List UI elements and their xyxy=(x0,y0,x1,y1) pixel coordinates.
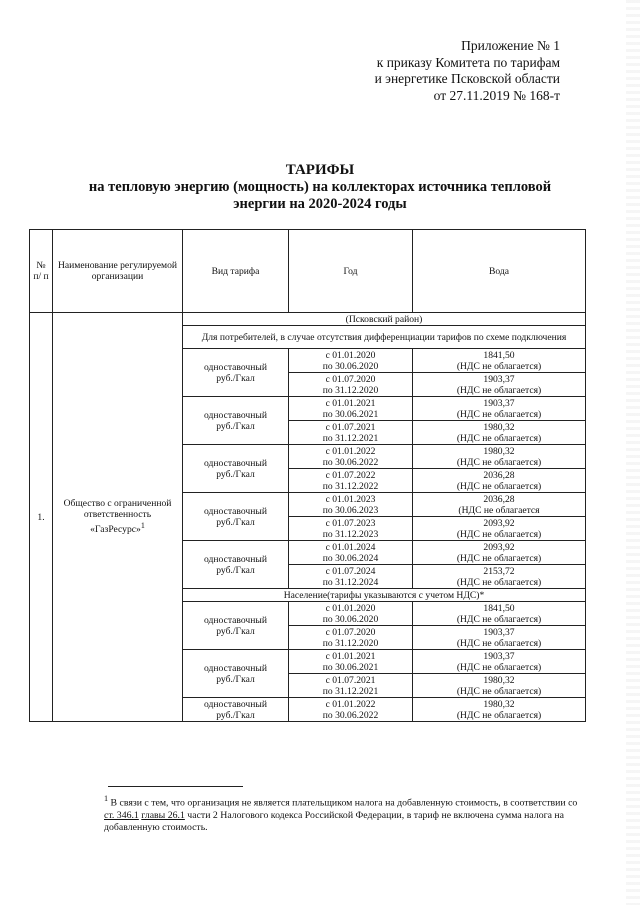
period-cell xyxy=(289,565,413,589)
water-tariff-note: (НДС не облагается) xyxy=(456,613,542,625)
header-water: Вода xyxy=(413,230,586,313)
document-title xyxy=(60,162,580,213)
water-tariff-cell xyxy=(413,674,586,698)
tariff-kind-line-1: одноставочный xyxy=(204,409,267,421)
water-tariff-note: (НДС не облагается) xyxy=(456,360,542,372)
water-tariff-value: 1903,37 xyxy=(483,373,515,385)
period-cell xyxy=(289,397,413,421)
period-cell xyxy=(289,650,413,674)
period-end: по 31.12.2021 xyxy=(322,432,379,444)
water-tariff-cell xyxy=(413,650,586,674)
period-end: по 31.12.2023 xyxy=(322,528,379,540)
water-tariff-note: (НДС не облагается) xyxy=(456,408,542,420)
water-tariff-cell xyxy=(413,602,586,626)
water-tariff-value: 2093,92 xyxy=(483,517,515,529)
tariff-kind-line-2: руб./Гкал xyxy=(216,516,255,528)
header-org: Наименование регулируемой организации xyxy=(53,230,183,313)
water-tariff-value: 2093,92 xyxy=(483,541,515,553)
period-cell xyxy=(289,602,413,626)
section-population-label: Население(тарифы указываются с учетом НДС)* xyxy=(183,589,586,602)
period-end: по 30.06.2022 xyxy=(322,709,379,721)
period-end: по 30.06.2021 xyxy=(322,408,379,420)
water-tariff-cell xyxy=(413,541,586,565)
tariff-kind-line-2: руб./Гкал xyxy=(216,420,255,432)
period-start: с 01.07.2023 xyxy=(325,517,376,529)
period-end: по 31.12.2020 xyxy=(322,637,379,649)
period-start: с 01.07.2020 xyxy=(325,373,376,385)
water-tariff-note: (НДС не облагается) xyxy=(456,576,542,588)
table-header-row xyxy=(30,230,586,313)
water-tariff-value: 2153,72 xyxy=(483,565,515,577)
footnote-link-article[interactable]: ст. 346.1 xyxy=(104,809,139,821)
district-label: (Псковский район) xyxy=(183,313,586,326)
water-tariff-value: 2036,28 xyxy=(483,493,515,505)
tariff-kind-line-1: одноставочный xyxy=(204,457,267,469)
period-start: с 01.07.2022 xyxy=(325,469,376,481)
water-tariff-cell xyxy=(413,626,586,650)
tariff-kind-line-1: одноставочный xyxy=(204,361,267,373)
period-start: с 01.07.2020 xyxy=(325,626,376,638)
water-tariff-value: 1841,50 xyxy=(483,349,515,361)
section-consumers-label: Для потребителей, в случае отсутствия дифференциации тарифов по схеме подключения xyxy=(183,326,586,349)
tariff-kind-line-1: одноставочный xyxy=(204,553,267,565)
tariff-kind-line-2: руб./Гкал xyxy=(216,372,255,384)
period-cell xyxy=(289,541,413,565)
appendix-line-1: Приложение № 1 xyxy=(461,38,560,53)
period-start: с 01.07.2024 xyxy=(325,565,376,577)
footnote-text-a: В связи с тем, что организация не является плательщиком налога на добавленную стоимость, в соответствии со xyxy=(108,797,578,809)
water-tariff-cell xyxy=(413,469,586,493)
organization-name xyxy=(53,313,183,722)
water-tariff-cell xyxy=(413,493,586,517)
scan-edge xyxy=(626,0,640,905)
water-tariff-note: (НДС не облагается) xyxy=(456,384,542,396)
period-start: с 01.01.2023 xyxy=(325,493,376,505)
water-tariff-value: 2036,28 xyxy=(483,469,515,481)
period-start: с 01.01.2021 xyxy=(325,397,376,409)
period-end: по 31.12.2022 xyxy=(322,480,379,492)
water-tariff-cell xyxy=(413,698,586,722)
tariff-kind xyxy=(183,650,289,698)
tariff-kind-line-2: руб./Гкал xyxy=(216,625,255,637)
tariff-kind xyxy=(183,445,289,493)
district-row xyxy=(30,313,586,326)
period-cell xyxy=(289,373,413,397)
water-tariff-note: (НДС не облагается) xyxy=(456,456,542,468)
tariff-kind-line-2: руб./Гкал xyxy=(216,709,255,721)
title-sub-1: на тепловую энергию (мощность) на коллекторах источника тепловой xyxy=(88,179,552,195)
tariff-kind-line-1: одноставочный xyxy=(204,698,267,710)
water-tariff-value: 1980,32 xyxy=(483,445,515,457)
water-tariff-value: 1903,37 xyxy=(483,397,515,409)
period-start: с 01.01.2022 xyxy=(325,445,376,457)
water-tariff-note: (НДС не облагается) xyxy=(456,528,542,540)
period-end: по 30.06.2020 xyxy=(322,613,379,625)
tariff-kind xyxy=(183,397,289,445)
water-tariff-note: (НДС не облагается) xyxy=(456,480,542,492)
appendix-line-4: от 27.11.2019 № 168-т xyxy=(433,87,560,103)
footnote xyxy=(104,793,580,835)
period-cell xyxy=(289,626,413,650)
period-start: с 01.07.2021 xyxy=(325,674,376,686)
period-end: по 31.12.2021 xyxy=(322,685,379,697)
tariff-kind-line-2: руб./Гкал xyxy=(216,468,255,480)
footnote-link-chapter[interactable]: главы 26.1 xyxy=(141,809,185,821)
period-end: по 30.06.2021 xyxy=(322,661,379,673)
period-cell xyxy=(289,674,413,698)
water-tariff-value: 1903,37 xyxy=(483,650,515,662)
footnote-divider xyxy=(108,786,243,787)
tariff-kind-line-2: руб./Гкал xyxy=(216,564,255,576)
water-tariff-note: (НДС не облагается) xyxy=(456,637,542,649)
period-end: по 30.06.2020 xyxy=(322,360,379,372)
tariff-kind xyxy=(183,602,289,650)
period-end: по 31.12.2020 xyxy=(322,384,379,396)
period-cell xyxy=(289,698,413,722)
period-cell xyxy=(289,349,413,373)
tariff-kind xyxy=(183,349,289,397)
period-cell xyxy=(289,493,413,517)
appendix-line-2: к приказу Комитета по тарифам xyxy=(376,54,560,70)
tariff-kind-line-1: одноставочный xyxy=(204,614,267,626)
organization-name-text: Общество с ограниченной ответственность «ГазРесурс» xyxy=(63,498,172,536)
period-cell xyxy=(289,469,413,493)
org-footnote-ref: 1 xyxy=(140,521,145,531)
header-num: № п/ п xyxy=(30,230,53,313)
footnote-marker: 1 xyxy=(104,794,109,803)
water-tariff-value: 1980,32 xyxy=(483,674,515,686)
header-kind: Вид тарифа xyxy=(183,230,289,313)
tariff-kind-line-2: руб./Гкал xyxy=(216,673,255,685)
period-end: по 31.12.2024 xyxy=(322,576,379,588)
water-tariff-note: (НДС не облагается) xyxy=(456,685,542,697)
water-tariff-cell xyxy=(413,349,586,373)
appendix-line-3: и энергетике Псковской области xyxy=(374,71,560,86)
water-tariff-cell xyxy=(413,421,586,445)
water-tariff-cell xyxy=(413,445,586,469)
water-tariff-cell xyxy=(413,397,586,421)
period-start: с 01.01.2020 xyxy=(325,349,376,361)
tariff-kind xyxy=(183,698,289,722)
tariff-kind-line-1: одноставочный xyxy=(204,505,267,517)
period-start: с 01.01.2021 xyxy=(325,650,376,662)
water-tariff-note: (НДС не облагается) xyxy=(456,709,542,721)
tariff-kind xyxy=(183,541,289,589)
water-tariff-note: (НДС не облагается) xyxy=(456,432,542,444)
tariffs-table-body xyxy=(30,230,586,722)
water-tariff-cell xyxy=(413,517,586,541)
footnote-text-c: части 2 Налогового кодекса Российской Федерации, в тариф не включена сумма налога на добавленную стоимость. xyxy=(104,809,565,834)
water-tariff-note: (НДС не облагается) xyxy=(456,661,542,673)
period-cell xyxy=(289,421,413,445)
period-end: по 30.06.2023 xyxy=(322,504,379,516)
period-start: с 01.01.2024 xyxy=(325,541,376,553)
header-year: Год xyxy=(289,230,413,313)
row-number: 1. xyxy=(30,313,53,722)
water-tariff-value: 1903,37 xyxy=(483,626,515,638)
period-end: по 30.06.2024 xyxy=(322,552,379,564)
period-end: по 30.06.2022 xyxy=(322,456,379,468)
appendix-header xyxy=(300,38,560,104)
water-tariff-note: (НДС не облагается) xyxy=(456,552,542,564)
period-cell xyxy=(289,517,413,541)
water-tariff-cell xyxy=(413,565,586,589)
period-start: с 01.01.2022 xyxy=(325,698,376,710)
period-cell xyxy=(289,445,413,469)
tariffs-table xyxy=(29,229,586,722)
water-tariff-value: 1980,32 xyxy=(483,421,515,433)
tariff-kind xyxy=(183,493,289,541)
period-start: с 01.07.2021 xyxy=(325,421,376,433)
water-tariff-cell xyxy=(413,373,586,397)
tariff-kind-line-1: одноставочный xyxy=(204,662,267,674)
water-tariff-value: 1841,50 xyxy=(483,602,515,614)
water-tariff-note: (НДС не облагается xyxy=(458,504,540,516)
water-tariff-value: 1980,32 xyxy=(483,698,515,710)
period-start: с 01.01.2020 xyxy=(325,602,376,614)
title-main: ТАРИФЫ xyxy=(285,162,355,178)
title-sub-2: энергии на 2020-2024 годы xyxy=(233,196,407,212)
